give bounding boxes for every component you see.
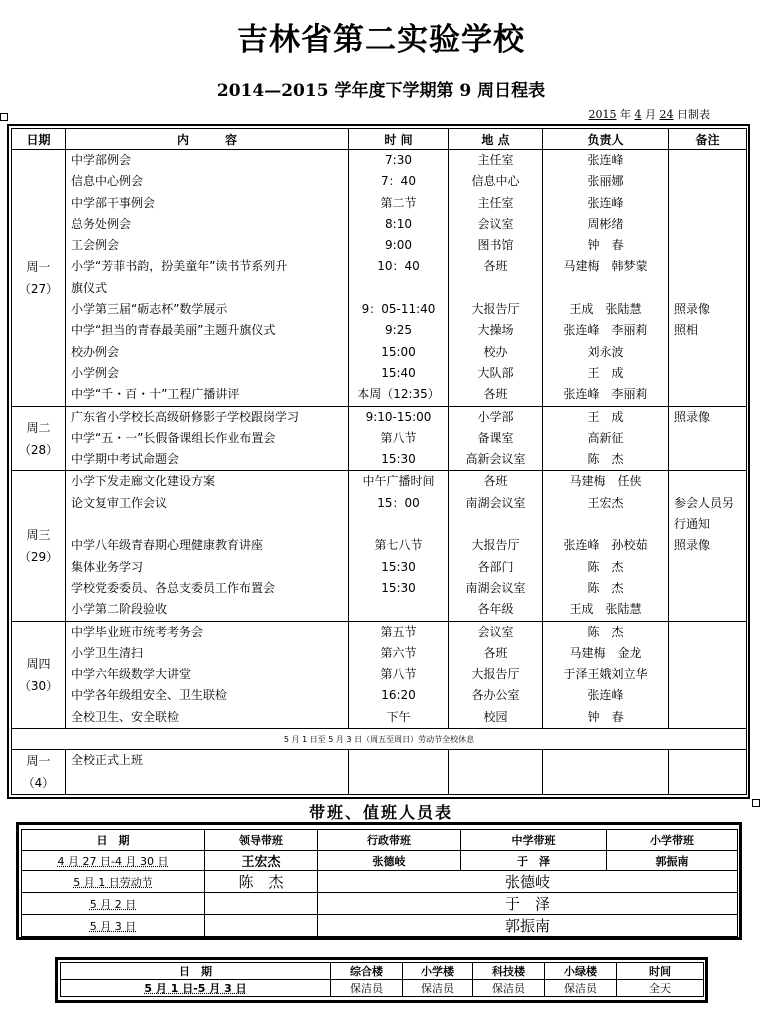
date-sep-month: 月 — [645, 108, 656, 121]
item-person: 张连峰 孙校茹 — [563, 538, 648, 553]
duty-row — [22, 851, 738, 871]
item-note — [669, 428, 746, 449]
duty-staff: 郭振南 — [318, 915, 738, 937]
item-content: 工会例会 — [71, 238, 120, 253]
cleaning-header-building: 科技楼 — [473, 963, 545, 980]
item-person: 张连峰 — [587, 153, 624, 167]
item-content: 中学部例会 — [71, 153, 132, 167]
item-time: 9:10-15:00 — [365, 409, 432, 424]
column-place — [449, 406, 543, 471]
day-number: （28） — [18, 442, 59, 457]
item-person: 张丽娜 — [587, 174, 624, 189]
item-content: 中学“千・百・十”工程广播讲评 — [71, 387, 240, 402]
item-person: 马建梅 任侠 — [569, 474, 642, 489]
item-time: 15：00 — [377, 495, 420, 510]
item-place: 校园 — [483, 709, 508, 724]
column-note — [669, 150, 747, 407]
holiday-notice-row — [12, 729, 747, 750]
item-person: 钟 春 — [587, 238, 624, 253]
item-place: 各年级 — [477, 602, 514, 617]
item-place: 大报告厅 — [471, 302, 520, 317]
day-cell — [12, 621, 66, 728]
item-place: 各班 — [483, 645, 508, 660]
cleaning-header-building: 综合楼 — [331, 963, 403, 980]
item-place: 大队部 — [477, 365, 514, 380]
item-time: 7：40 — [381, 174, 416, 189]
item-content: 中学八年级青春期心理健康教育讲座 — [71, 538, 264, 553]
day-label: 周一 — [26, 259, 51, 274]
item-person: 王宏杰 — [587, 495, 624, 510]
duty-header-primary: 小学带班 — [607, 830, 738, 851]
item-content: 信息中心例会 — [71, 174, 144, 189]
day-cell — [12, 406, 66, 471]
item-content: 中学六年级数学大讲堂 — [71, 667, 192, 682]
item-note — [669, 643, 746, 664]
item-content: 中学各年级组安全、卫生联检 — [71, 688, 228, 703]
item-note: 照录像 — [674, 409, 711, 424]
item-content: 小学第三届“砺志杯”数学展示 — [71, 302, 228, 317]
item-person: 于泽王娥刘立华 — [563, 667, 648, 682]
header-person: 负责人 — [543, 129, 669, 150]
empty-cell — [449, 750, 543, 795]
item-content: 中学期中考试命题会 — [71, 452, 180, 467]
item-note — [669, 171, 746, 192]
empty-cell — [349, 750, 449, 795]
item-place: 校办 — [483, 344, 508, 359]
item-person: 张连峰 李丽莉 — [563, 323, 648, 338]
item-content: 小学“芳菲书韵，扮美童年”读书节系列升 — [71, 259, 288, 274]
item-time: 15:30 — [381, 452, 416, 467]
schedule-table — [11, 128, 747, 795]
column-content — [66, 750, 349, 795]
duty-date: 5 月 2 日 — [22, 893, 205, 915]
column-content — [66, 150, 349, 407]
day-number: （27） — [18, 281, 59, 296]
column-content — [66, 471, 349, 621]
item-note — [669, 685, 746, 706]
empty-cell — [669, 750, 747, 795]
cleaning-date: 5 月 1 日-5 月 3 日 — [61, 980, 331, 997]
item-content: 论文复审工作会议 — [71, 495, 168, 510]
item-place — [449, 278, 542, 299]
item-note: 照相 — [674, 323, 699, 338]
item-place: 信息中心 — [471, 174, 520, 189]
item-place: 各部门 — [477, 559, 514, 574]
item-note: 参会人员另 — [674, 495, 735, 510]
duty-middle: 于 泽 — [461, 851, 607, 871]
item-note — [669, 664, 746, 685]
day-row — [12, 471, 747, 621]
date-sep-year: 年 — [620, 108, 631, 121]
day-label: 周四 — [26, 656, 51, 671]
header-place: 地 点 — [449, 129, 543, 150]
day-row — [12, 750, 747, 795]
item-place: 南湖会议室 — [465, 495, 526, 510]
item-person: 陈 杰 — [587, 580, 624, 595]
item-content: 中学毕业班市统考考务会 — [71, 624, 204, 639]
cleaning-header-building: 小学楼 — [403, 963, 473, 980]
item-note — [669, 193, 746, 214]
item-time — [349, 278, 448, 299]
item-place: 小学部 — [477, 409, 514, 424]
item-time: 10：40 — [377, 259, 420, 274]
item-place: 大操场 — [477, 323, 514, 338]
item-content: 校办例会 — [71, 344, 120, 359]
item-person: 王成 张陆慧 — [569, 302, 642, 317]
item-person: 陈 杰 — [587, 559, 624, 574]
day-number: （30） — [18, 678, 59, 693]
item-time: 15:40 — [381, 365, 416, 380]
item-place: 各办公室 — [471, 688, 520, 703]
item-person: 周彬绪 — [587, 216, 624, 231]
item-time: 16:20 — [381, 688, 416, 703]
item-time — [349, 599, 448, 620]
item-time: 7:30 — [385, 153, 412, 167]
column-person — [543, 150, 669, 407]
item-content: 小学第二阶段验收 — [71, 602, 168, 617]
item-time: 9:00 — [385, 238, 412, 253]
page-title: 吉林省第二实验学校 — [237, 22, 525, 58]
item-note — [669, 278, 746, 299]
item-content: 全校卫生、安全联检 — [71, 709, 180, 724]
item-person: 陈 杰 — [587, 624, 624, 639]
item-place: 大报告厅 — [471, 538, 520, 553]
column-note — [669, 621, 747, 728]
item-person: 王成 张陆慧 — [569, 602, 642, 617]
duty-leader: 陈 杰 — [205, 871, 318, 893]
duty-date: 5 月 1 日劳动节 — [22, 871, 205, 893]
column-person — [543, 621, 669, 728]
item-time: 第八节 — [380, 667, 417, 682]
cleaning-header-time: 时间 — [617, 963, 704, 980]
date-year: 2015 — [588, 108, 617, 121]
item-note — [669, 384, 746, 405]
cleaning-staff: 保洁员 — [403, 980, 473, 997]
column-place — [449, 150, 543, 407]
column-note — [669, 406, 747, 471]
item-note — [669, 214, 746, 235]
duty-admin: 张德岐 — [318, 851, 461, 871]
column-person — [543, 406, 669, 471]
item-note — [669, 256, 746, 277]
item-person — [543, 278, 668, 299]
duty-row — [22, 915, 738, 937]
item-time: 9:25 — [385, 323, 412, 338]
item-place: 高新会议室 — [465, 452, 526, 467]
day-cell — [12, 750, 66, 795]
item-note — [669, 235, 746, 256]
day-number: （29） — [18, 549, 59, 564]
header-note: 备注 — [669, 129, 747, 150]
item-content: 小学例会 — [71, 365, 120, 380]
item-time: 下午 — [386, 709, 411, 724]
duty-leader — [205, 915, 318, 937]
cleaning-header-building: 小绿楼 — [545, 963, 617, 980]
item-place: 主任室 — [477, 153, 514, 167]
day-row — [12, 150, 747, 407]
duty-header-row — [22, 830, 738, 851]
date-suffix: 日制表 — [677, 108, 710, 121]
item-time: 8:10 — [385, 216, 412, 231]
cleaning-staff: 保洁员 — [331, 980, 403, 997]
item-time: 15:30 — [381, 559, 416, 574]
day-label: 周一 — [26, 754, 51, 769]
duty-staff: 于 泽 — [318, 893, 738, 915]
item-note — [669, 363, 746, 384]
item-place — [449, 514, 542, 535]
item-note: 行通知 — [674, 517, 711, 532]
duty-header-date: 日 期 — [22, 830, 205, 851]
page-subtitle: 2014—2015 学年度下学期第 9 周日程表 — [216, 81, 546, 101]
item-time: 中午广播时间 — [362, 474, 435, 489]
item-person — [543, 514, 668, 535]
duty-title: 带班、值班人员表 — [308, 803, 453, 822]
column-content — [66, 406, 349, 471]
item-time: 第六节 — [380, 645, 417, 660]
empty-cell — [543, 750, 669, 795]
table-anchor-marker — [0, 113, 8, 121]
item-person: 钟 春 — [587, 709, 624, 724]
item-time: 15:30 — [381, 580, 416, 595]
item-note — [669, 707, 746, 728]
item-place: 各班 — [483, 259, 508, 274]
duty-date: 5 月 3 日 — [22, 915, 205, 937]
item-content: 全校正式上班 — [71, 753, 144, 768]
column-person — [543, 471, 669, 621]
day-cell — [12, 150, 66, 407]
holiday-notice: 5 月 1 日至 5 月 3 日（周五至周日）劳动节全校休息 — [12, 729, 747, 750]
cleaning-staff: 保洁员 — [545, 980, 617, 997]
item-time: 第八节 — [380, 430, 417, 445]
item-time: 第五节 — [380, 624, 417, 639]
duty-primary: 郭振南 — [607, 851, 738, 871]
item-person: 马建梅 韩梦蒙 — [563, 259, 648, 274]
item-content: 旗仪式 — [71, 280, 108, 295]
item-person: 陈 杰 — [587, 452, 624, 467]
item-content: 中学“五・一”长假备课组长作业布置会 — [71, 430, 276, 445]
column-time — [349, 406, 449, 471]
day-row — [12, 621, 747, 728]
column-time — [349, 150, 449, 407]
item-place: 南湖会议室 — [465, 580, 526, 595]
schedule-header-row — [12, 129, 747, 150]
item-place: 各班 — [483, 387, 508, 402]
item-content: 学校党委委员、各总支委员工作布置会 — [71, 580, 276, 595]
item-person: 张连峰 — [587, 195, 624, 210]
item-time: 本周（12:35） — [357, 387, 440, 402]
day-label: 周三 — [26, 527, 51, 542]
duty-row — [22, 893, 738, 915]
cleaning-header-date: 日 期 — [61, 963, 331, 980]
item-content: 总务处例会 — [71, 216, 132, 231]
day-cell — [12, 471, 66, 621]
item-time — [349, 514, 448, 535]
item-note — [669, 599, 746, 620]
item-note — [669, 557, 746, 578]
item-note — [669, 449, 746, 470]
item-note: 照录像 — [674, 302, 711, 317]
item-content: 小学卫生清扫 — [71, 645, 144, 660]
cleaning-time: 全天 — [617, 980, 704, 997]
item-place: 图书馆 — [477, 238, 514, 253]
column-place — [449, 471, 543, 621]
item-time: 9：05-11:40 — [361, 302, 436, 317]
item-person: 王 成 — [587, 409, 624, 424]
item-content: 广东省小学校长高级研修影子学校跟岗学习 — [71, 409, 300, 424]
item-person: 马建梅 金龙 — [569, 645, 642, 660]
cleaning-staff: 保洁员 — [473, 980, 545, 997]
date-day: 24 — [659, 108, 674, 121]
item-time: 15:00 — [381, 344, 416, 359]
item-content: 集体业务学习 — [71, 559, 144, 574]
duty-staff: 张德岐 — [318, 871, 738, 893]
day-row — [12, 406, 747, 471]
item-place: 会议室 — [477, 624, 514, 639]
item-time: 第二节 — [380, 195, 417, 210]
duty-header-middle: 中学带班 — [461, 830, 607, 851]
header-time: 时 间 — [349, 129, 449, 150]
item-note — [669, 150, 746, 171]
item-person: 张连峰 李丽莉 — [563, 387, 648, 402]
duty-table — [21, 829, 738, 937]
column-time — [349, 621, 449, 728]
item-note — [669, 622, 746, 643]
duty-row — [22, 871, 738, 893]
duty-leader: 王宏杰 — [205, 851, 318, 871]
header-content: 内 容 — [66, 129, 349, 150]
item-content — [66, 514, 348, 535]
item-place: 备课室 — [477, 430, 514, 445]
date-month: 4 — [634, 108, 642, 121]
cleaning-row — [61, 980, 704, 997]
duty-header-admin: 行政带班 — [318, 830, 461, 851]
header-day: 日期 — [12, 129, 66, 150]
column-place — [449, 621, 543, 728]
item-place: 会议室 — [477, 216, 514, 231]
item-content: 小学下发走廊文化建设方案 — [71, 474, 216, 489]
column-time — [349, 471, 449, 621]
issue-date — [589, 106, 711, 122]
day-label: 周二 — [26, 420, 51, 435]
duty-date: 4 月 27 日-4 月 30 日 — [22, 851, 205, 871]
item-time: 第七八节 — [374, 538, 423, 553]
item-note — [669, 342, 746, 363]
item-place: 各班 — [483, 474, 508, 489]
duty-leader — [205, 893, 318, 915]
cleaning-table — [60, 962, 704, 997]
item-person: 刘永波 — [587, 344, 624, 359]
item-person: 张连峰 — [587, 688, 624, 703]
duty-header-leader: 领导带班 — [205, 830, 318, 851]
item-note: 照录像 — [674, 538, 711, 553]
item-place: 主任室 — [477, 195, 514, 210]
item-person: 王 成 — [587, 365, 624, 380]
cleaning-header-row — [61, 963, 704, 980]
day-number: （4） — [22, 776, 55, 791]
column-content — [66, 621, 349, 728]
item-note — [669, 471, 746, 492]
item-content: 中学“担当的青春最美丽”主题升旗仪式 — [71, 323, 276, 338]
item-person: 高新征 — [587, 430, 624, 445]
item-note — [669, 578, 746, 599]
item-place: 大报告厅 — [471, 667, 520, 682]
item-content: 中学部干事例会 — [71, 195, 156, 210]
column-note — [669, 471, 747, 621]
